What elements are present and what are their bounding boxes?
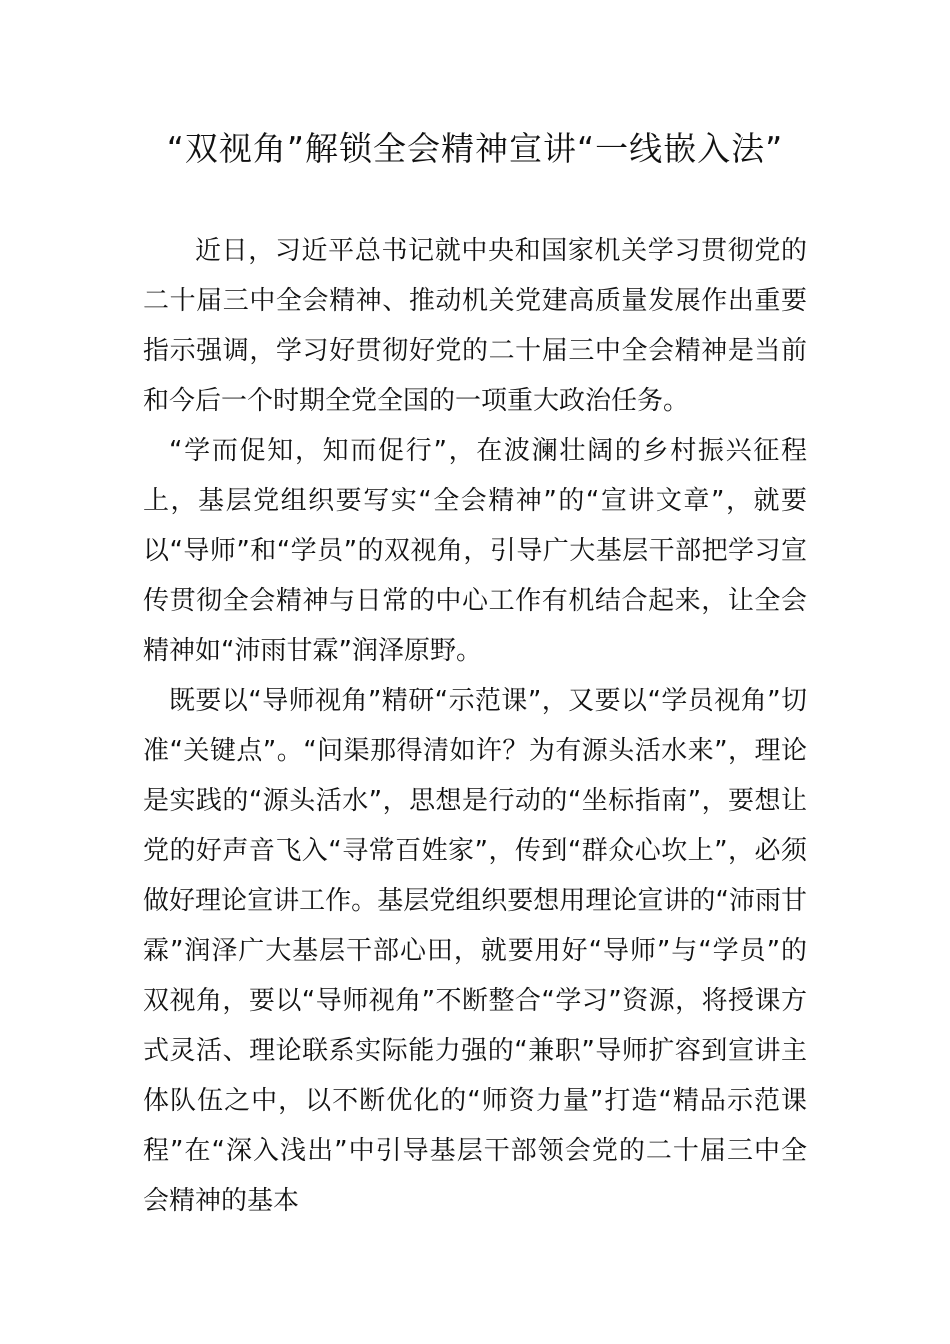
document-title: “双视角”解锁全会精神宣讲“一线嵌入法”	[166, 129, 784, 168]
paragraph-2: “学而促知，知而促行”，在波澜壮阔的乡村振兴征程上，基层党组织要写实“全会精神”的“宣讲文章”，就要以“导师”和“学员”的双视角，引导广大基层干部把学习宣传贯彻全会精神与日常的中心工作有机结合起来，让全会精神如“沛雨甘霖”润泽原野。	[143, 436, 807, 666]
paragraph-3: 既要以“导师视角”精研“示范课”，又要以“学员视角”切准“关键点”。“问渠那得清如许？为有源头活水来”，理论是实践的“源头活水”，思想是行动的“坐标指南”，要想让党的好声音飞入“寻常百姓家”，传到“群众心坎上”，必须做好理论宣讲工作。基层党组织要想用理论宣讲的“沛雨甘霖”润泽广大基层干部心田，就要用好“导师”与“学员”的双视角，要以“导师视角”不断整合“学习”资源，将授课方式灵活、理论联系实际能力强的“兼职”导师扩容到宣讲主体队伍之中，以不断优化的“师资力量”打造“精品示范课程”在“深入浅出”中引导基层干部领会党的二十届三中全会精神的基本	[143, 686, 807, 1216]
document-body	[143, 226, 807, 1226]
paragraph-1: 近日，习近平总书记就中央和国家机关学习贯彻党的二十届三中全会精神、推动机关党建高质量发展作出重要指示强调，学习好贯彻好党的二十届三中全会精神是当前和今后一个时期全党全国的一项重大政治任务。	[143, 236, 807, 416]
